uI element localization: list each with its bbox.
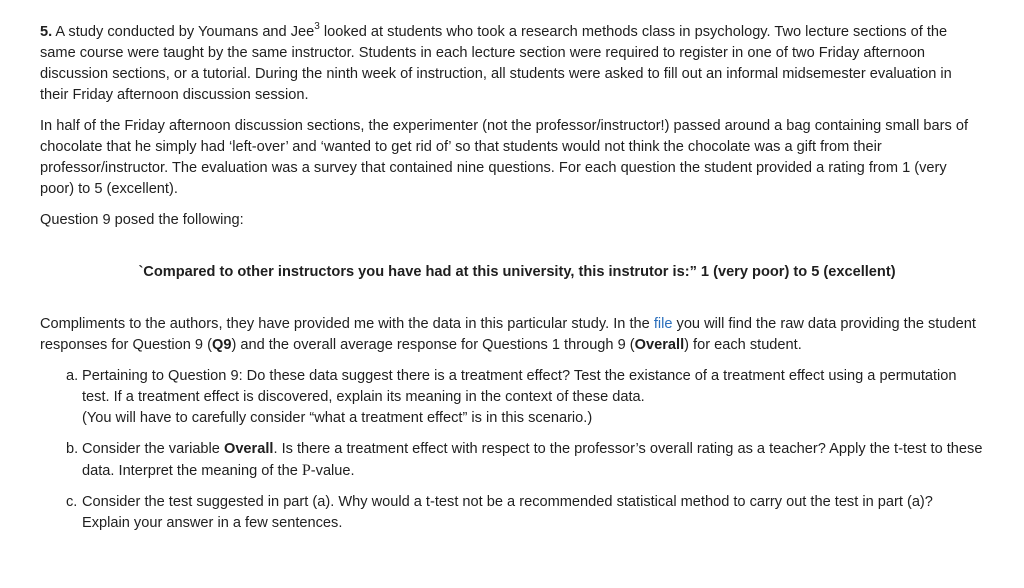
footnote-ref[interactable]: 3 — [314, 21, 320, 33]
part-a-note: (You will have to carefully consider “what a treatment effect” is in this scenario.) — [82, 410, 593, 426]
part-b-overall: Overall — [223, 441, 274, 457]
part-b-text-a: Consider the variable — [82, 441, 224, 457]
data-paragraph — [40, 314, 984, 356]
part-a-text: Pertaining to Question 9: Do these data suggest there is a treatment effect? Test the existance of a treatment effect using a permutation test. If a treatment effect is discovered, explain its meaning in the context of these data. — [82, 368, 957, 405]
intro-paragraph — [40, 22, 984, 106]
p-value-symbol: P — [301, 462, 311, 479]
overall-variable: Overall — [634, 337, 685, 353]
intro-text-b: looked at students who took a research methods class in psychology. Two lecture sections of the same course were taught by the same instructor. Students in each lecture section were required to register in one of two Friday afternoon discussion sections, or a tutorial. During the ninth week of instruction, all students were asked to fill out an informal midsemester evaluation in their Friday afternoon discussion session. — [40, 24, 952, 103]
question-intro: Question 9 posed the following: — [40, 212, 244, 228]
part-b-marker: b. — [66, 441, 79, 457]
data-text-c: ) and the overall average response for Questions 1 through 9 ( — [231, 337, 635, 353]
part-a — [66, 366, 984, 429]
data-text-b: you will find the raw data providing the student responses for Question 9 ( — [40, 316, 976, 353]
problem-number: 5. — [40, 24, 53, 40]
q9-variable: Q9 — [211, 337, 232, 353]
intro-text-a: A study conducted by Youmans and Jee — [55, 24, 315, 40]
method-paragraph: In half of the Friday afternoon discussion sections, the experimenter (not the professor/instructor!) passed around a bag containing small bars of chocolate that he simply had ‘left-over’ and ‘wanted to get rid of’ so that students would not think the chocolate was a gift from their professor/instructor. The evaluation was a survey that contained nine questions. For each question the student provided a rating from 1 (very poor) to 5 (excellent). — [40, 118, 969, 197]
part-c-text: Consider the test suggested in part (a). Why would a t-test not be a recommended statistical method to carry out the test in part (a)? Explain your answer in a few sentences. — [82, 494, 933, 531]
part-c-marker: c. — [66, 494, 78, 510]
part-b-text-c: -value. — [310, 463, 355, 479]
question-9-quote: `Compared to other instructors you have had at this university, this instrutor is:” 1 (very poor) to 5 (excellent) — [138, 264, 896, 280]
part-c — [66, 492, 984, 534]
part-b — [66, 439, 984, 482]
part-a-marker: a. — [66, 368, 79, 384]
data-text-a: Compliments to the authors, they have provided me with the data in this particular study. In the — [40, 316, 654, 332]
part-b-text-b: . Is there a treatment effect with respect to the professor’s overall rating as a teacher? Apply the t-test to these data. Interpret the meaning of the — [82, 441, 983, 479]
file-link[interactable]: file — [653, 316, 673, 332]
data-text-d: ) for each student. — [684, 337, 802, 353]
parts-list — [40, 366, 984, 534]
